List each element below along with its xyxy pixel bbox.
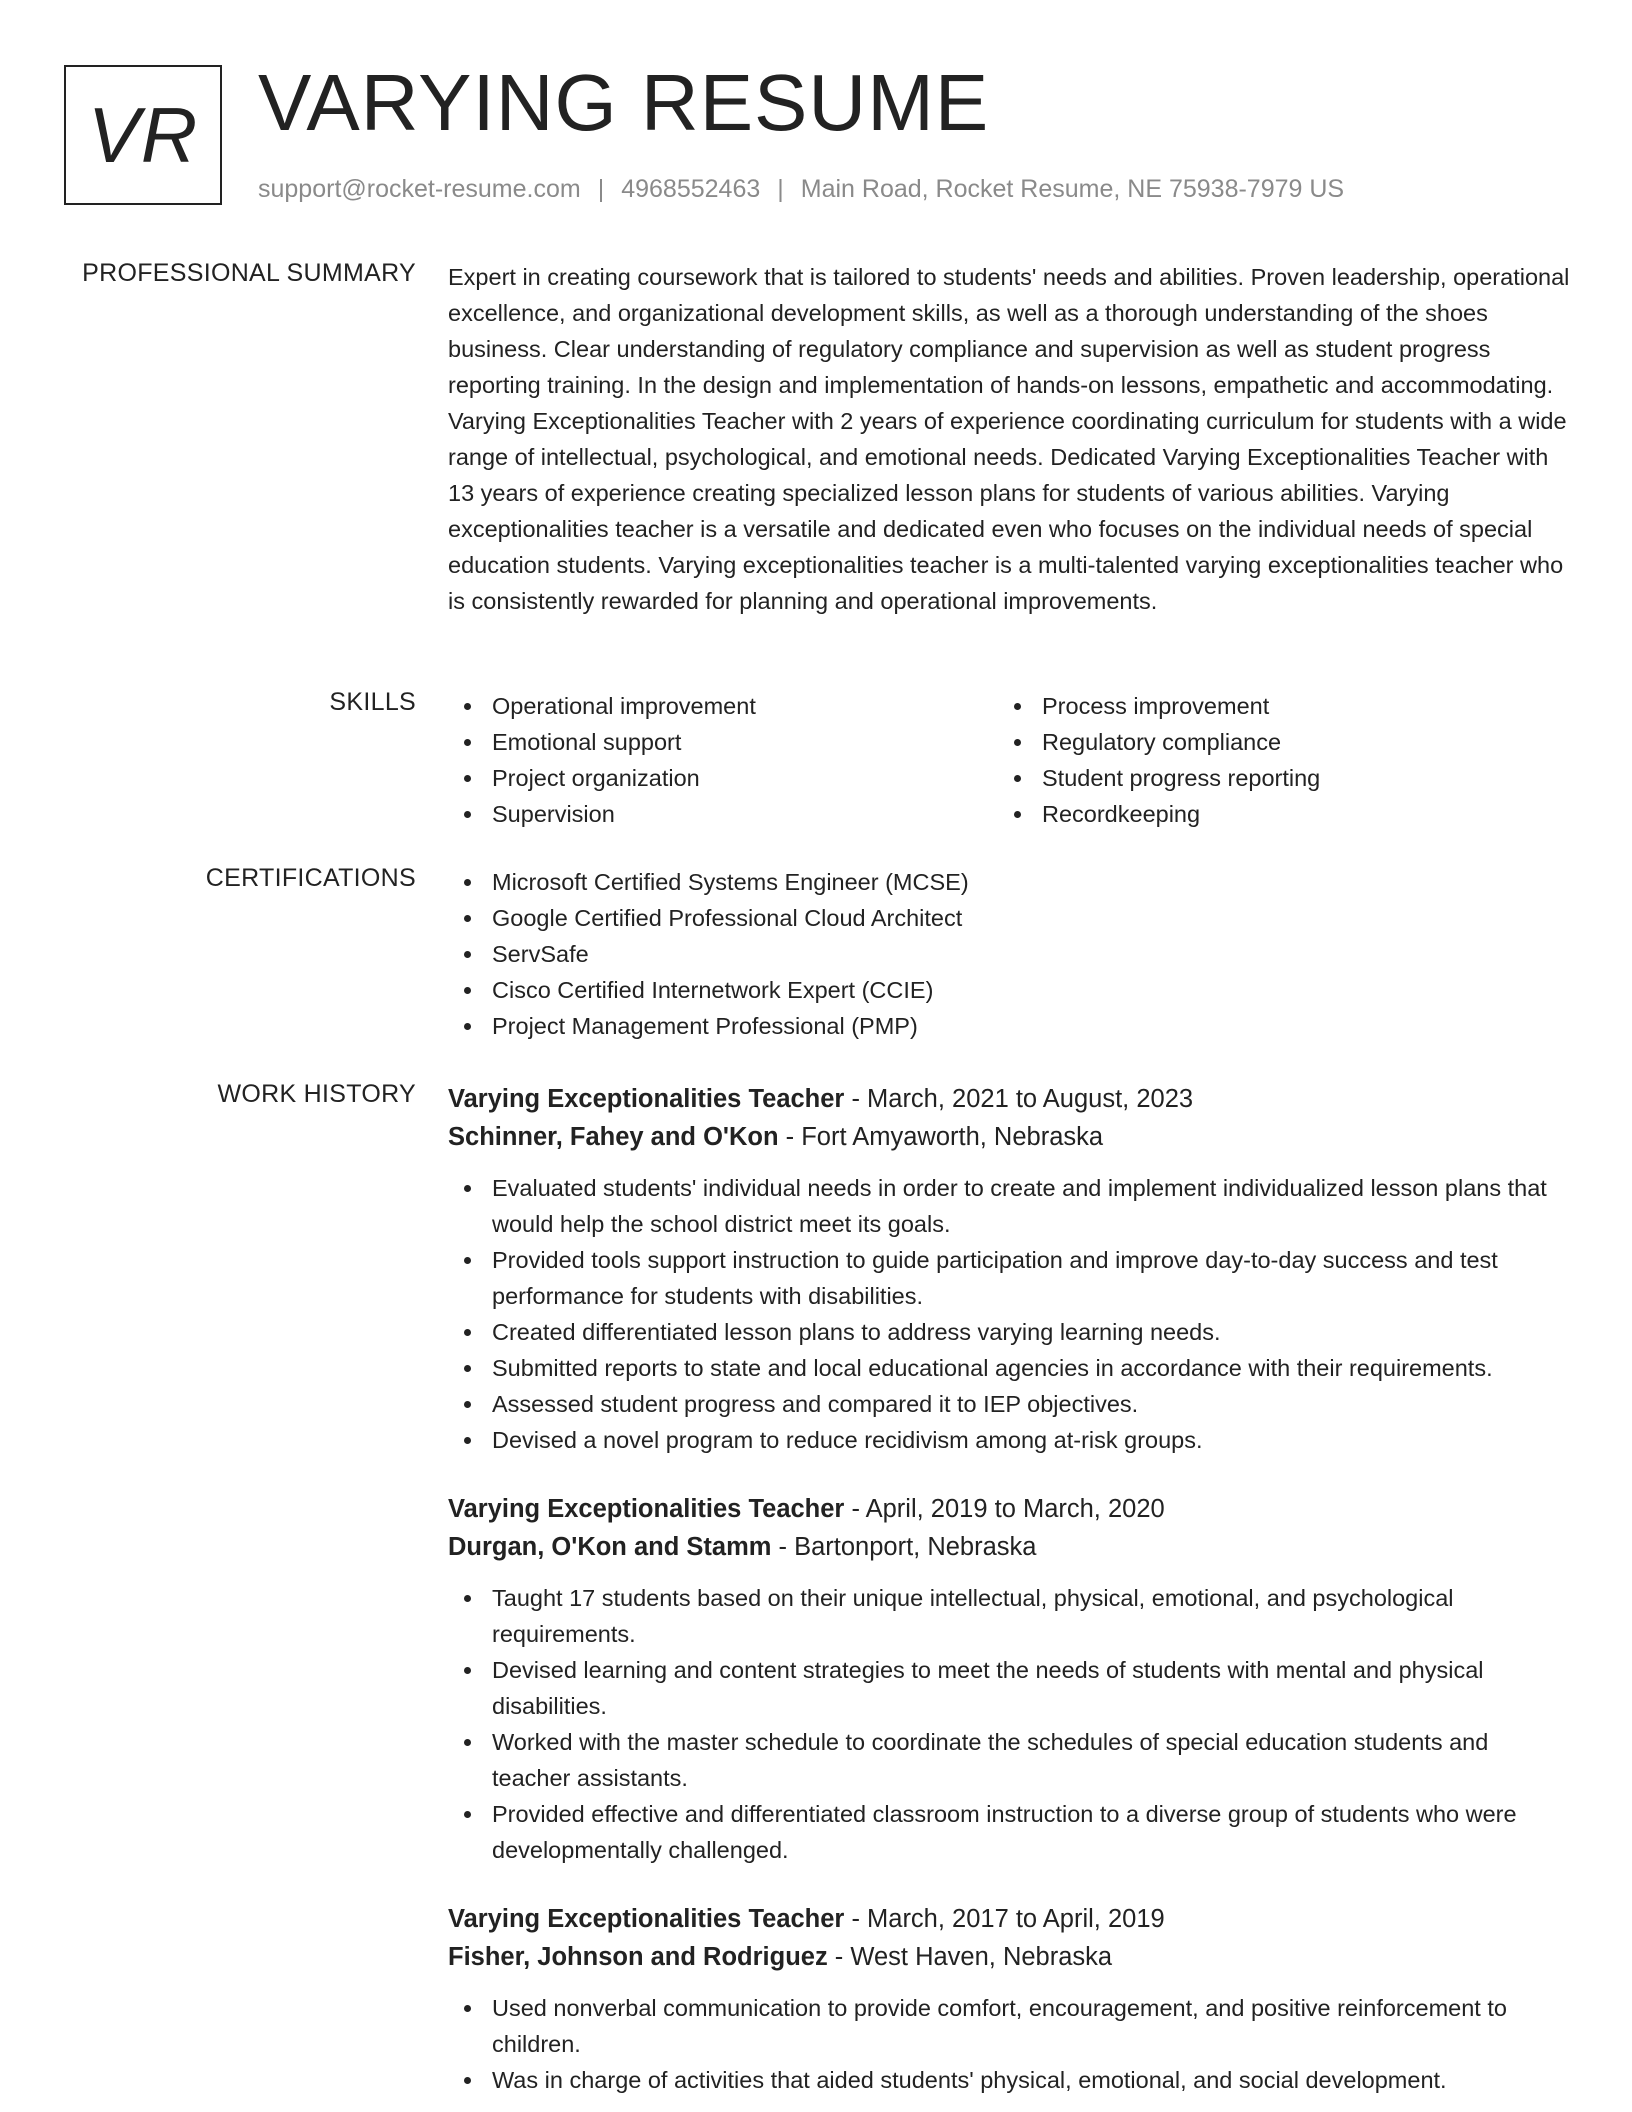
- list-item: Submitted reports to state and local educational agencies in accordance with their requirements.: [448, 1350, 1573, 1386]
- job-entry: [448, 1080, 1573, 1458]
- job-company: Fisher, Johnson and Rodriguez: [448, 1943, 828, 1971]
- list-item: Microsoft Certified Systems Engineer (MCSE): [448, 864, 1573, 900]
- list-item: Project Management Professional (PMP): [448, 1008, 1573, 1044]
- job-entry: [448, 1490, 1573, 1868]
- list-item: Supervision: [448, 796, 998, 832]
- job-company: Durgan, O'Kon and Stamm: [448, 1533, 772, 1561]
- skills-body: [448, 688, 1573, 832]
- list-item: Assessed student progress and compared it to IEP objectives.: [448, 1386, 1573, 1422]
- skills-list-right: [998, 688, 1548, 832]
- job-dates: - March, 2017 to April, 2019: [844, 1905, 1165, 1933]
- list-item: Google Certified Professional Cloud Architect: [448, 900, 1573, 936]
- list-item: Cisco Certified Internetwork Expert (CCIE): [448, 972, 1573, 1008]
- job-role: Varying Exceptionalities Teacher: [448, 1905, 845, 1933]
- summary-text: Expert in creating coursework that is tailored to students' needs and abilities. Proven leadership, operational excellence, and organizational development skills, as well as a thorough understanding of the shoes business. Clear understanding of regulatory compliance and supervision as well as student progress reporting training. In the design and implementation of hands-on lessons, empathetic and accommodating. Varying Exceptionalities Teacher with 2 years of experience coordinating curriculum for students with a wide range of intellectual, psychological, and emotional needs. Dedicated Varying Exceptionalities Teacher with 13 years of experience creating specialized lesson plans for students of various abilities. Varying exceptionalities teacher is a versatile and dedicated even who focuses on the individual needs of special education students. Varying exceptionalities teacher is a multi-talented varying exceptionalities teacher who is consistently rewarded for planning and operational improvements.: [448, 264, 1570, 614]
- job-role: Varying Exceptionalities Teacher: [448, 1495, 845, 1523]
- list-item: Worked with the master schedule to coordinate the schedules of special education students and teacher assistants.: [448, 1724, 1573, 1796]
- contact-address: Main Road, Rocket Resume, NE 75938-7979 US: [800, 175, 1345, 203]
- contact-separator: |: [777, 175, 784, 203]
- work-history-title: WORK HISTORY: [217, 1080, 416, 1108]
- list-item: Process improvement: [998, 688, 1548, 724]
- list-item: Student progress reporting: [998, 760, 1548, 796]
- job-dates: - March, 2021 to August, 2023: [844, 1085, 1194, 1113]
- skills-title: SKILLS: [329, 688, 416, 716]
- certifications-title: CERTIFICATIONS: [205, 864, 416, 892]
- job-location: - Fort Amyaworth, Nebraska: [778, 1123, 1104, 1151]
- summary-title: PROFESSIONAL SUMMARY: [82, 259, 416, 287]
- list-item: Provided effective and differentiated classroom instruction to a diverse group of students who were developmentally challenged.: [448, 1796, 1573, 1868]
- list-item: Used nonverbal communication to provide comfort, encouragement, and positive reinforcement to children.: [448, 1990, 1573, 2062]
- job-company: Schinner, Fahey and O'Kon: [448, 1123, 779, 1151]
- list-item: Taught 17 students based on their unique intellectual, physical, emotional, and psychological requirements.: [448, 1580, 1573, 1652]
- contact-separator: |: [597, 175, 605, 203]
- list-item: Devised learning and content strategies to meet the needs of students with mental and physical disabilities.: [448, 1652, 1573, 1724]
- candidate-name: VARYING RESUME: [258, 58, 990, 147]
- list-item: Project organization: [448, 760, 998, 796]
- list-item: Evaluated students' individual needs in order to create and implement individualized lesson plans that would help the school district meet its goals.: [448, 1170, 1573, 1242]
- list-item: Provided tools support instruction to guide participation and improve day-to-day success and test performance for students with disabilities.: [448, 1242, 1573, 1314]
- list-item: Created differentiated lesson plans to address varying learning needs.: [448, 1314, 1573, 1350]
- list-item: Was in charge of activities that aided students' physical, emotional, and social development.: [448, 2062, 1573, 2098]
- job-location: - West Haven, Nebraska: [827, 1943, 1113, 1971]
- job-bullets: [448, 1580, 1573, 1868]
- work-history-body: [448, 1080, 1573, 2098]
- list-item: Devised a novel program to reduce recidivism among at-risk groups.: [448, 1422, 1573, 1458]
- list-item: Recordkeeping: [998, 796, 1548, 832]
- list-item: Emotional support: [448, 724, 998, 760]
- monogram-logo: VR: [64, 65, 222, 205]
- job-role: Varying Exceptionalities Teacher: [448, 1085, 845, 1113]
- contact-line: [258, 175, 1344, 204]
- job-location: - Bartonport, Nebraska: [771, 1533, 1037, 1561]
- resume-header: [64, 58, 1564, 210]
- job-dates: - April, 2019 to March, 2020: [844, 1495, 1165, 1523]
- contact-email: support@rocket-resume.com: [258, 175, 581, 203]
- skills-list-left: [448, 688, 998, 832]
- certifications-body: [448, 864, 1573, 1044]
- list-item: Regulatory compliance: [998, 724, 1548, 760]
- certifications-list: [448, 864, 1573, 1044]
- list-item: Operational improvement: [448, 688, 998, 724]
- job-entry: [448, 1900, 1573, 2098]
- contact-phone: 4968552463: [621, 175, 761, 203]
- job-bullets: [448, 1170, 1573, 1458]
- job-bullets: [448, 1990, 1573, 2098]
- list-item: ServSafe: [448, 936, 1573, 972]
